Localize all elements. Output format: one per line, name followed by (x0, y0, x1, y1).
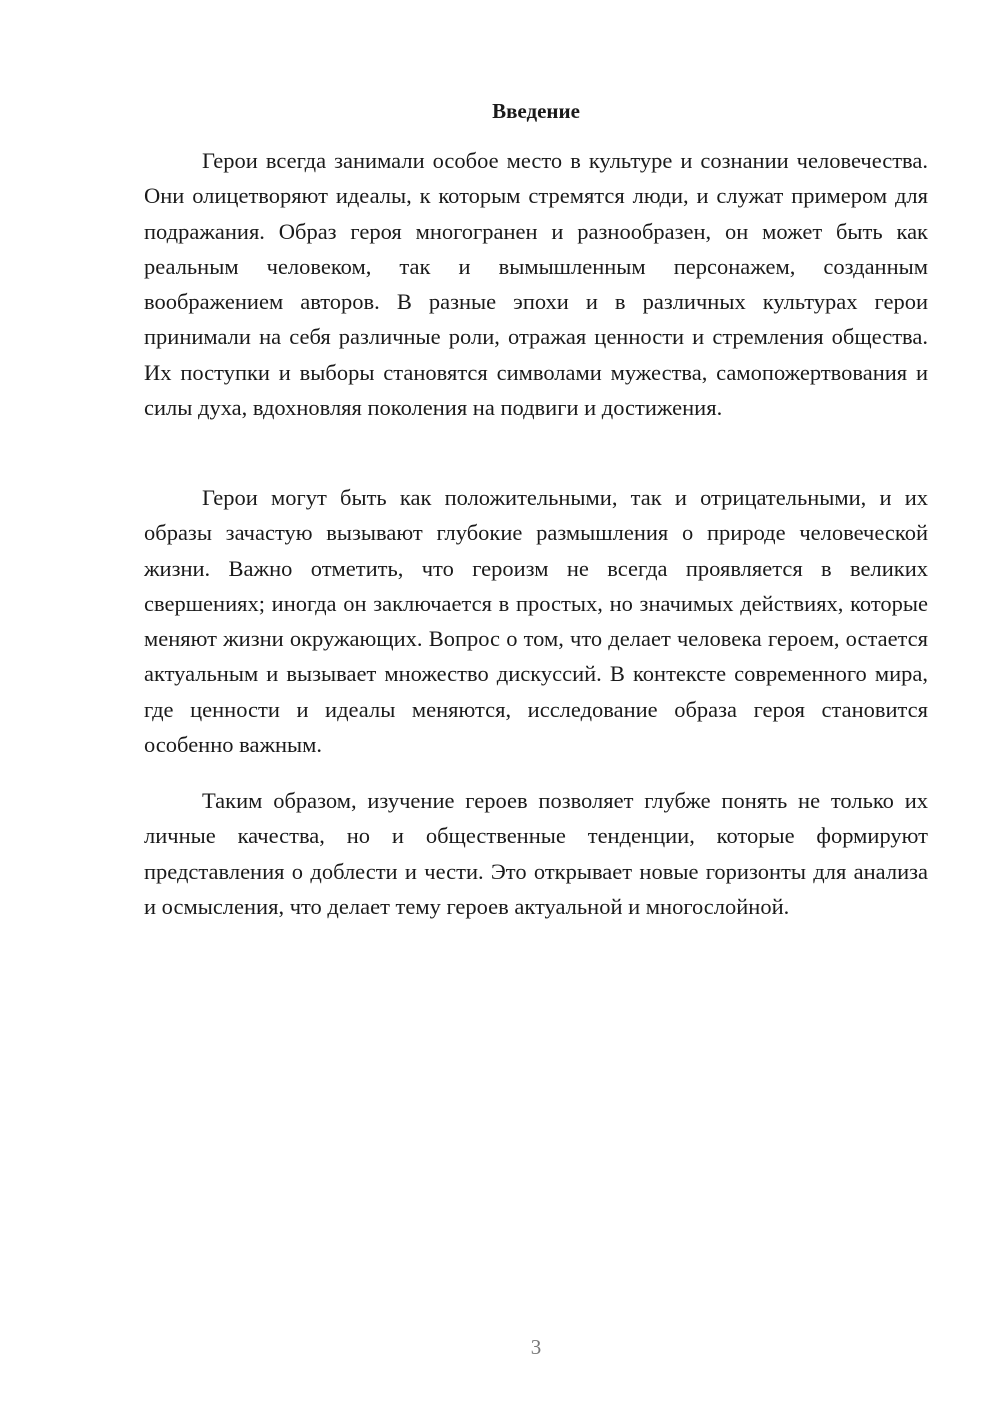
section-heading: Введение (492, 99, 580, 123)
page-number: 3 (530, 1335, 542, 1359)
paragraph-1: Герои всегда занимали особое место в культуре и сознании человечества. Они олицетворяют идеалы, к которым стремятся люди, и служат примером для подражания. Образ героя многогранен и разнообразен, он может быть как реальным человеком, так и вымышленным персонажем, созданным воображением авторов. В разные эпохи и в различных культурах герои принимали на себя различные роли, отражая ценности и стремления общества. Их поступки и выборы становятся символами мужества, самопожертвования и силы духа, вдохновляя поколения на подвиги и достижения. (144, 148, 928, 421)
paragraph-2: Герои могут быть как положительными, так и отрицательными, и их образы зачастую вызывают глубокие размышления о природе человеческой жизни. Важно отметить, что героизм не всегда проявляется в великих свершениях; иногда он заключается в простых, но значимых действиях, которые меняют жизни окружающих. Вопрос о том, что делает человека героем, остается актуальным и вызывает множество дискуссий. В контексте современного мира, где ценности и идеалы меняются, исследование образа героя становится особенно важным. (144, 485, 928, 758)
paragraph-1-container (144, 143, 928, 425)
paragraph-3: Таким образом, изучение героев позволяет глубже понять не только их личные качества, но и общественные тенденции, которые формируют представления о доблести и чести. Это открывает новые горизонты для анализа и осмысления, что делает тему героев актуальной и многослойной. (144, 788, 928, 919)
paragraph-3-container (144, 783, 928, 924)
paragraph-2-container (144, 480, 928, 762)
